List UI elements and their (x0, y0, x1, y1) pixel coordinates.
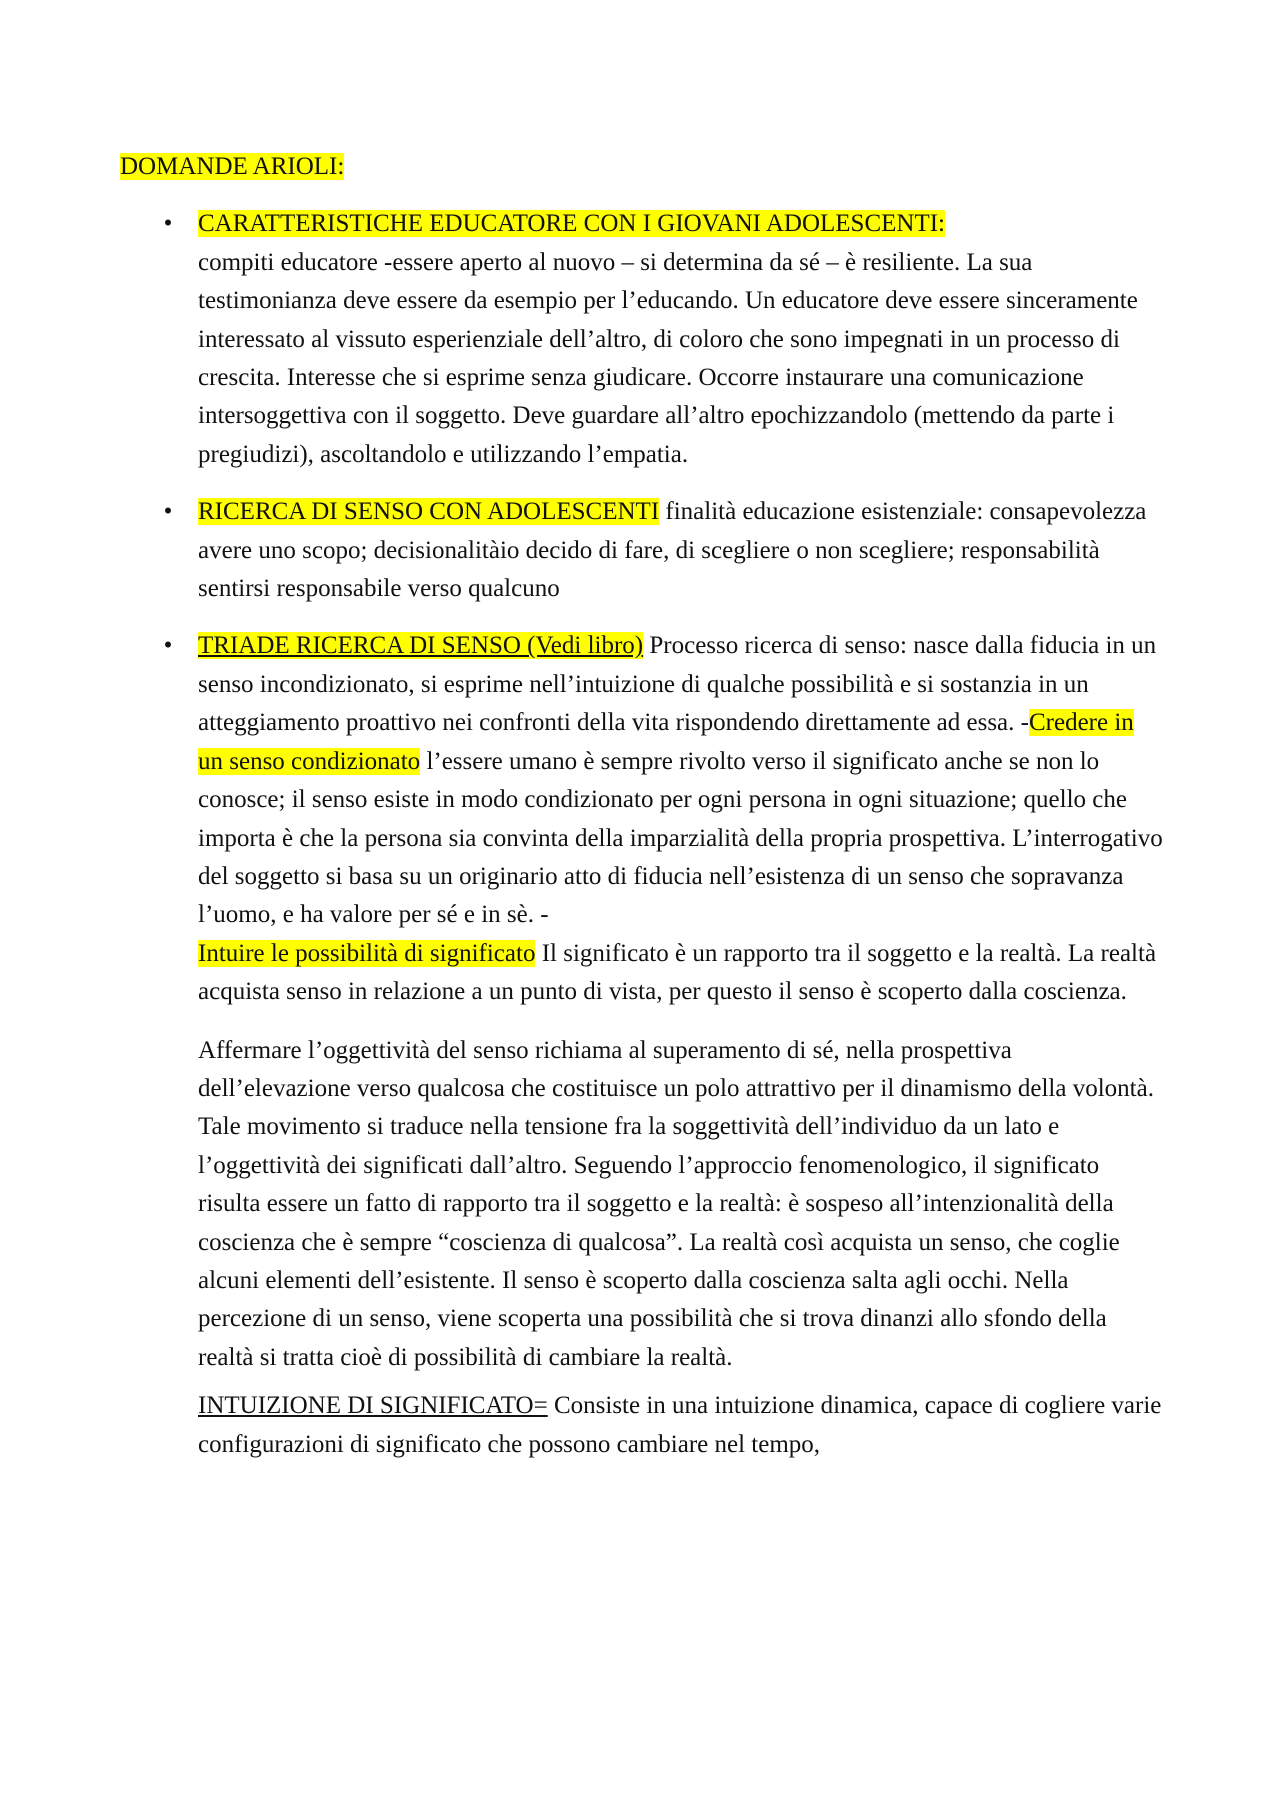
section-triade-highlight-intuire: Intuire le possibilità di significato (198, 939, 536, 967)
section-triade-body-a: Processo ricerca di senso: nasce dalla fiducia in un senso incondizionato, si esprime nell’intuizione di qualche possibilità e si sostanzia in un atteggiamento proattivo nei confronti della vita rispondendo direttamente ad essa. - (198, 632, 1157, 737)
section-ricerca-senso-body: finalità educazione esistenziale: consapevolezza avere uno scopo; decisionalitàio decido di fare, di scegliere o non scegliere; responsabilità sentirsi responsabile verso qualcuno (198, 498, 1147, 603)
section-triade-highlight-credere: Credere in un senso condizionato (198, 709, 1134, 775)
section-educatore (163, 205, 1165, 474)
section-ricerca-senso-title: RICERCA DI SENSO CON ADOLESCENTI (198, 498, 660, 526)
section-ricerca-senso-text (198, 493, 1165, 608)
document-heading-text: DOMANDE ARIOLI: (120, 153, 345, 180)
bullet-icon: • (163, 210, 173, 238)
section-triade-body-c: l’essere umano è sempre rivolto verso il significato anche se non lo conosce; il senso esiste in modo condizionato per ogni persona in ogni situazione; quello che importa è che la persona sia convinta della imparzialità della propria prospettiva. L’interrogativo del soggetto si basa su un originario atto di fiducia nell’esistenza di un senso che sopravanza l’uomo, e ha valore per sé e in sè. - (198, 747, 1163, 929)
document-body (120, 148, 1165, 1464)
section-triade (163, 627, 1165, 1464)
section-educatore-title: CARATTERISTICHE EDUCATORE CON I GIOVANI ADOLESCENTI: (198, 210, 945, 238)
paragraph-intuizione (198, 1387, 1165, 1464)
section-triade-body-e: Il significato è un rapporto tra il soggetto e la realtà. La realtà acquista senso in relazione a un punto di vista, per questo il senso è scoperto dalla coscienza. (198, 939, 1157, 1006)
intuizione-title: INTUIZIONE DI SIGNIFICATO= (198, 1392, 548, 1420)
bullet-icon: • (163, 498, 173, 526)
section-educatore-body: compiti educatore -essere aperto al nuovo – si determina da sé – è resiliente. La sua testimonianza deve essere da esempio per l’educando. Un educatore deve essere sinceramente interessato al vissuto esperienziale dell’altro, di coloro che sono impegnati in un processo di crescita. Interesse che si esprime senza giudicare. Occorre instaurare una comunicazione intersoggettiva con il soggetto. Deve guardare all’altro epochizzandolo (mettendo da parte i pregiudizi), ascoltandolo e utilizzando l’empatia. (198, 248, 1138, 468)
section-triade-title: TRIADE RICERCA DI SENSO (Vedi libro) (198, 632, 644, 660)
section-triade-text (198, 627, 1165, 1011)
document-heading (120, 148, 344, 186)
section-ricerca-senso (163, 493, 1165, 608)
intuizione-body: Consiste in una intuizione dinamica, capace di cogliere varie configurazioni di significato che possono cambiare nel tempo, (198, 1392, 1162, 1458)
section-educatore-text (198, 205, 1165, 474)
paragraph-oggettivita: Affermare l’oggettività del senso richiama al superamento di sé, nella prospettiva dell’elevazione verso qualcosa che costituisce un polo attrattivo per il dinamismo della volontà. Tale movimento si traduce nella tensione fra la soggettività dell’individuo da un lato e l’oggettività dei significati dall’altro. Seguendo l’approccio fenomenologico, il significato risulta essere un fatto di rapporto tra il soggetto e la realtà: è sospeso all’intenzionalità della coscienza che è sempre “coscienza di qualcosa”. La realtà così acquista un senso, che coglie alcuni elementi dell’esistente. Il senso è scoperto dalla coscienza salta agli occhi. Nella percezione di un senso, viene scoperta una possibilità che si trova dinanzi allo sfondo della realtà si tratta cioè di possibilità di cambiare la realtà. (198, 1036, 1154, 1371)
bullet-icon: • (163, 632, 173, 660)
